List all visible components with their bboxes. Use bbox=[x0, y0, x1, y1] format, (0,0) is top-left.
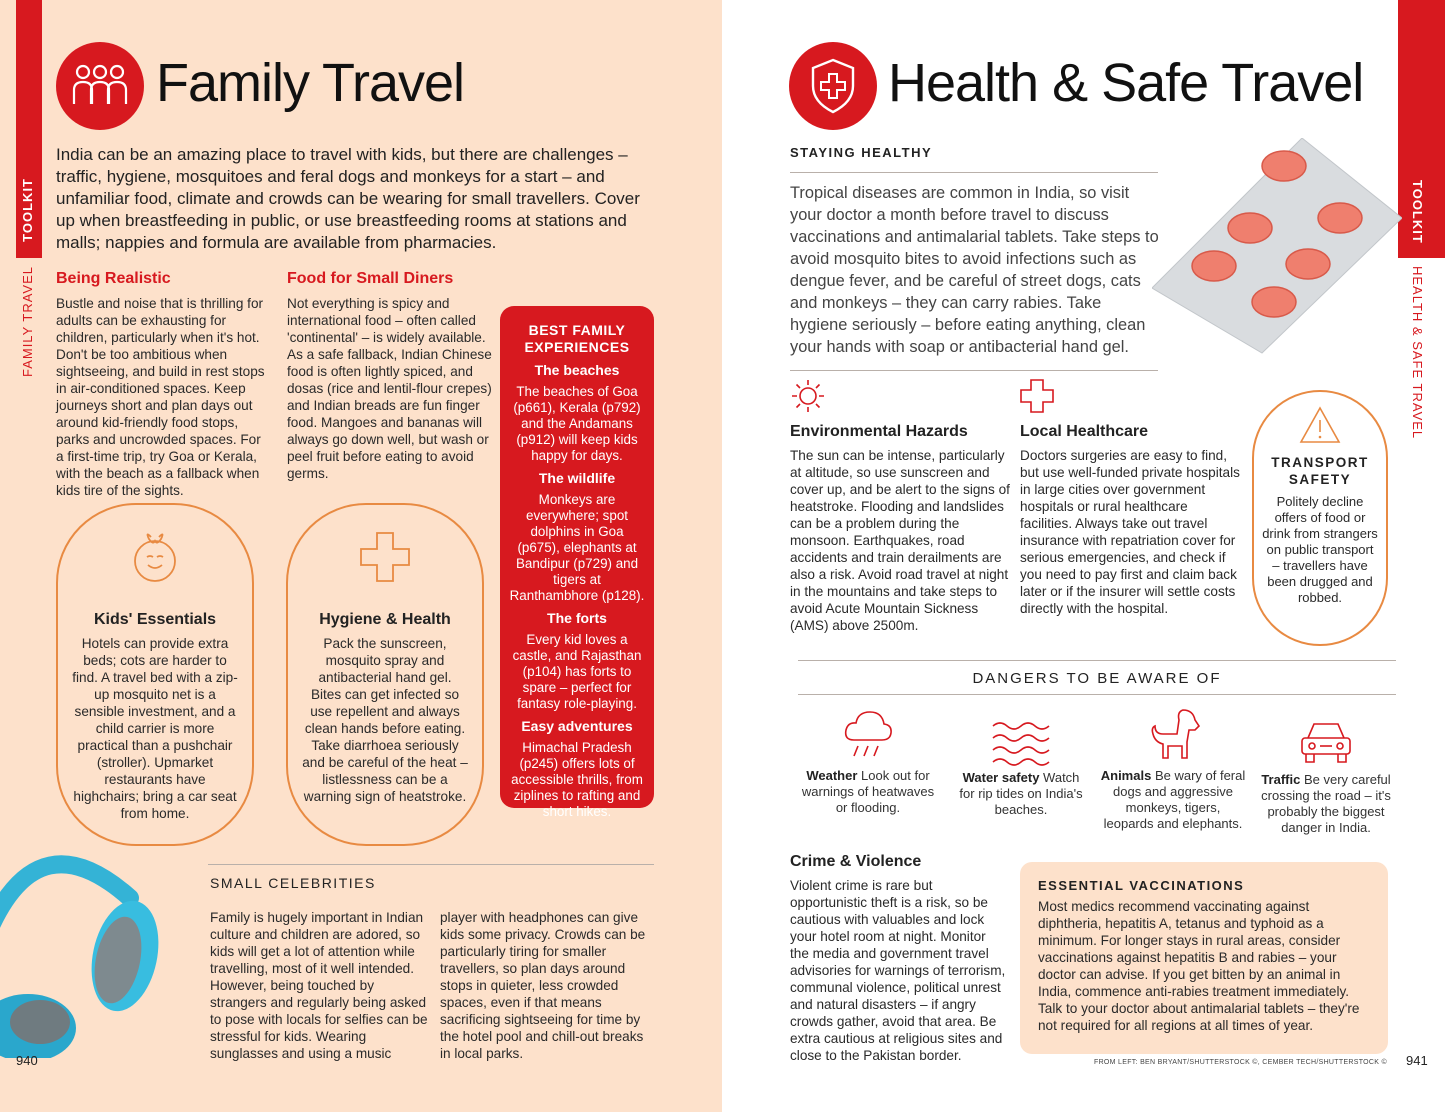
danger-text: Be very careful crossing the road – it's probably the biggest danger in India. bbox=[1261, 772, 1391, 835]
crime-violence-heading: Crime & Violence bbox=[790, 853, 922, 870]
divider bbox=[790, 172, 1158, 173]
page-number: 941 bbox=[1406, 1053, 1428, 1068]
divider bbox=[798, 694, 1396, 695]
waves-icon bbox=[956, 708, 1086, 770]
danger-text: Watch for rip tides on India's beaches. bbox=[959, 770, 1083, 817]
danger-weather bbox=[800, 708, 936, 816]
cross-icon bbox=[302, 527, 468, 593]
danger-text: Look out for warnings of heatwaves or flooding. bbox=[801, 768, 935, 815]
intro-paragraph: India can be an amazing place to travel with kids, but there are challenges – traffic, hygiene, mosquitoes and feral dogs and monkeys for a start – and unfamiliar food, climate and crowds can be wearing for small travellers. Cover up when breastfeeding in public, or use breastfeeding rooms at stations and malls; nappies and formula are available from pharmacies. bbox=[56, 145, 640, 252]
best-item-text: Every kid loves a castle, and Rajasthan (p104) has forts to spare – perfect for fantasy role-playing. bbox=[512, 632, 642, 711]
warning-icon bbox=[1262, 404, 1378, 454]
danger-title: Water safety bbox=[962, 770, 1040, 785]
family-icon bbox=[56, 42, 144, 130]
being-realistic-heading: Being Realistic bbox=[56, 270, 171, 287]
cross-icon bbox=[1019, 378, 1055, 419]
small-celebrities-col1: Family is hugely important in Indian culture and children are adored, so kids will get a lot of attention while travelling, most of it well intended. However, being touched by strangers and regularly being asked to pose with locals for selfies can be stressful for kids. Wearing sunglasses and using a music bbox=[210, 910, 428, 1061]
danger-water-safety bbox=[956, 708, 1086, 818]
transport-safety-text: Politely decline offers of food or drink from strangers on public transport – travellers have been drugged and robbed. bbox=[1262, 494, 1378, 605]
headphones-image bbox=[0, 838, 170, 1058]
danger-animals bbox=[1100, 706, 1246, 832]
page-title: Family Travel bbox=[156, 53, 465, 113]
being-realistic-text: Bustle and noise that is thrilling for adults can be exhausting for children, particularly when it's hot. Don't be too ambitious when sightseeing, and build in rest stops in air-conditioned spaces. Keep journeys short and plan days out around kid-friendly food stops, parks and uncrowded spaces. For a first-time trip, try Goa or Kerala, with the beach as a fallback when kids tire of the sights. bbox=[56, 296, 265, 498]
kids-essentials-text: Hotels can provide extra beds; cots are harder to find. A travel bed with a zip-up mosquito net is a sensible investment, and a child carrier is more practical than a pushchair (stroller). Upmarket restaurants have highchairs; bring a car seat from home. bbox=[72, 636, 238, 821]
environmental-hazards-heading: Environmental Hazards bbox=[790, 423, 968, 440]
danger-title: Weather bbox=[806, 768, 858, 783]
section-tab-label: FAMILY TRAVEL bbox=[20, 266, 35, 378]
dog-icon bbox=[1100, 706, 1246, 768]
best-item-text: Monkeys are everywhere; spot dolphins in Goa (p675), elephants at Bandipur (p729) and tigers at Ranthambhore (p128). bbox=[509, 492, 645, 603]
sun-icon bbox=[790, 378, 826, 419]
divider bbox=[798, 660, 1396, 661]
best-box-title: BEST FAMILY EXPERIENCES bbox=[524, 322, 630, 355]
best-item-text: The beaches of Goa (p661), Kerala (p792) and the Andamans (p912) will keep kids happy for days. bbox=[513, 384, 641, 463]
hygiene-health-text: Pack the sunscreen, mosquito spray and antibacterial hand gel. Bites can get infected so use repellent and always clean hands before eating. Take diarrhoea seriously and be careful of the heat – listlessness can be a warning sign of heatstroke. bbox=[302, 636, 468, 804]
rain-cloud-icon bbox=[800, 708, 936, 768]
essential-vaccinations-text: Most medics recommend vaccinating against diphtheria, hepatitis A, tetanus and typhoid as a minimum. For longer stays in rural areas, consider vaccinations against hepatitis B and rabies – your doctor can advise. If you get bitten by an animal in India, commence anti-rabies treatment immediately. Talk to your doctor about antimalarial tablets – they're not required for all regions at all times of year. bbox=[1038, 899, 1360, 1033]
transport-safety-capsule bbox=[1252, 390, 1388, 646]
toolkit-tab-label: TOOLKIT bbox=[20, 178, 35, 242]
danger-traffic bbox=[1258, 716, 1394, 836]
staying-healthy-heading: STAYING HEALTHY bbox=[790, 145, 933, 160]
shield-cross-icon bbox=[789, 42, 877, 130]
section-tab-label: HEALTH & SAFE TRAVEL bbox=[1410, 266, 1425, 440]
environmental-hazards-text: The sun can be intense, particularly at altitude, so use sunscreen and cover up, and be alert to the signs of heatstroke. Flooding and landslides can be a problem during the monsoon. Earthquakes, road accidents and train derailments are also a risk. Avoid road travel at night in the mountains and take steps to avoid Acute Mountain Sickness (AMS) above 2500m. bbox=[790, 448, 1010, 633]
danger-text: Be wary of feral dogs and aggressive monkeys, tigers, leopards and elephants. bbox=[1103, 768, 1246, 831]
best-family-experiences-box bbox=[500, 306, 654, 819]
local-healthcare-heading: Local Healthcare bbox=[1020, 423, 1149, 440]
best-item-heading: The wildlife bbox=[538, 470, 616, 486]
food-heading: Food for Small Diners bbox=[287, 270, 454, 287]
essential-vaccinations-box bbox=[1020, 862, 1388, 1054]
kids-essentials-heading: Kids' Essentials bbox=[93, 611, 217, 628]
staying-healthy-text: Tropical diseases are common in India, so visit your doctor a month before travel to discuss vaccinations and antimalarial tablets. Take steps to avoid mosquito bites to avoid infections such as dengue fever, and be careful of street dogs, cats and monkeys – they can carry rabies. Take hygiene seriously – before eating anything, clean your hands with soap or antibacterial hand gel. bbox=[790, 184, 1159, 356]
danger-title: Animals bbox=[1100, 768, 1152, 783]
photo-credit: FROM LEFT: BEN BRYANT/SHUTTERSTOCK ©, CEMBER TECH/SHUTTERSTOCK © bbox=[1094, 1059, 1387, 1066]
crime-violence-text: Violent crime is rare but opportunistic theft is a risk, so be cautious with valuables and lock your hotel room at night. Monitor the media and government travel advisories for warnings of terrorism, communal violence, political unrest and natural disasters – if angry crowds gather, avoid that area. Be extra cautious at religious sites and close to the Pakistan border. bbox=[790, 878, 1006, 1063]
best-item-text: Himachal Pradesh (p245) offers lots of accessible thrills, from ziplines to rafting and short hikes. bbox=[511, 740, 643, 819]
local-healthcare-text: Doctors surgeries are easy to find, but use well-funded private hospitals in large cities over government hospitals or rural healthcare facilities. Always take out travel insurance with repatriation cover for serious emergencies, and check if you need to pay first and claim back later or if the insurer will settle costs directly with the hospital. bbox=[1020, 448, 1240, 616]
small-celebrities-col2: player with headphones can give kids some privacy. Crowds can be particularly tiring for smaller travellers, so plan days around stops in quieter, less crowded spaces, even if that means sacrificing sightseeing for time by the hotel pool and chill-out breaks in local parks. bbox=[440, 910, 646, 1061]
best-item-heading: The beaches bbox=[534, 362, 620, 378]
best-item-heading: The forts bbox=[547, 610, 607, 626]
divider bbox=[790, 370, 1158, 371]
baby-icon bbox=[72, 527, 238, 593]
page-number: 940 bbox=[16, 1053, 38, 1068]
divider bbox=[208, 864, 654, 865]
essential-vaccinations-heading: ESSENTIAL VACCINATIONS bbox=[1038, 878, 1245, 893]
dangers-heading: DANGERS TO BE AWARE OF bbox=[972, 670, 1222, 687]
toolkit-tab-label: TOOLKIT bbox=[1410, 180, 1425, 244]
kids-essentials-capsule bbox=[56, 503, 254, 846]
left-page bbox=[0, 0, 722, 1112]
best-item-heading: Easy adventures bbox=[521, 718, 633, 734]
danger-title: Traffic bbox=[1261, 772, 1301, 787]
pills-image bbox=[1152, 138, 1402, 358]
car-icon bbox=[1258, 716, 1394, 772]
page-title: Health & Safe Travel bbox=[888, 53, 1364, 113]
hygiene-health-capsule bbox=[286, 503, 484, 846]
food-text: Not everything is spicy and international food – often called 'continental' – is widely available. As a safe fallback, Indian Chinese food is often lightly spiced, and dosas (rice and lentil-flour crepes) and Indian breads are fun finger food. Mangoes and bananas will always go down well, but wash or peel fruit before eating to avoid germs. bbox=[287, 296, 492, 481]
small-celebrities-heading: SMALL CELEBRITIES bbox=[210, 875, 376, 891]
right-page bbox=[722, 0, 1445, 1112]
hygiene-health-heading: Hygiene & Health bbox=[319, 611, 451, 628]
transport-safety-heading: TRANSPORT SAFETY bbox=[1271, 455, 1369, 487]
